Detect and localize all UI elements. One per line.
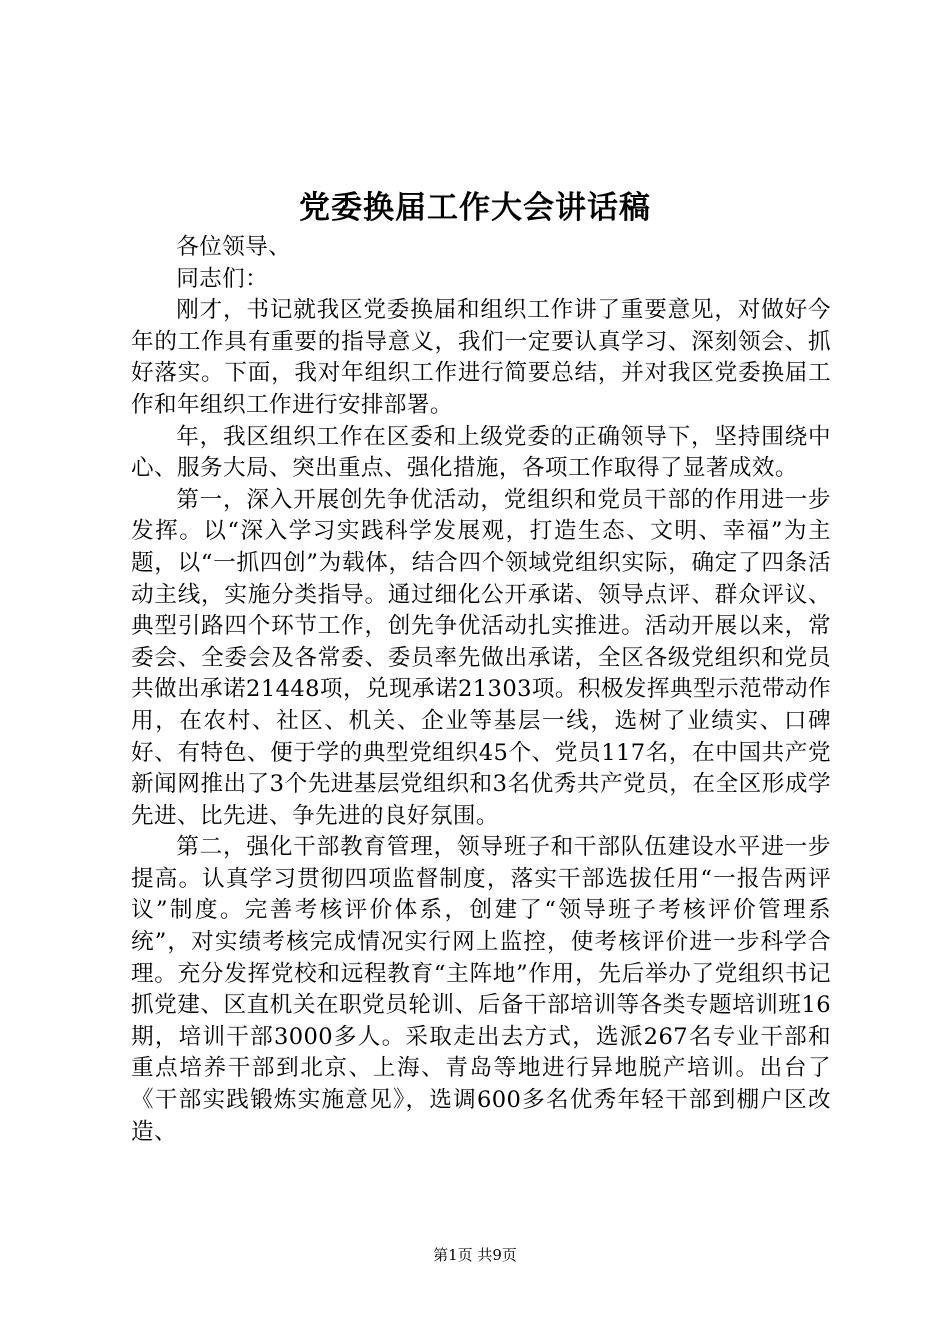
page-number: 第1页 共9页 xyxy=(433,1246,517,1264)
paragraph-intro: 刚才，书记就我区党委换届和组织工作讲了重要意见，对做好今年的工作具有重要的指导意义，我们一定要认真学习、深刻领会、抓好落实。下面，我对年组织工作进行简要总结，并对我区党委换届工作和年组织工作进行安排部署。 xyxy=(131,297,831,418)
paragraph-summary: 年，我区组织工作在区委和上级党委的正确领导下，坚持围绕中心、服务大局、突出重点、强化措施，各项工作取得了显著成效。 xyxy=(131,423,831,482)
document-title: 党委换届工作大会讲话稿 xyxy=(299,190,651,226)
salutation-line-2: 同志们： xyxy=(176,265,269,292)
document-body xyxy=(131,232,831,1148)
salutation-line-1: 各位领导、 xyxy=(176,234,292,260)
paragraph-first-point: 第一，深入开展创先争优活动，党组织和党员干部的作用进一步发挥。以“深入学习实践科学发展观，打造生态、文明、幸福”为主题，以“一抓四创”为载体，结合四个领域党组织实际，确定了四条活动主线，实施分类指导。通过细化公开承诺、领导点评、群众评议、典型引路四个环节工作，创先争优活动扎实推进。活动开展以来，常委会、全委会及各常委、委员率先做出承诺，全区各级党组织和党员共做出承诺21448项，兑现承诺21303项。积极发挥典型示范带动作用，在农村、社区、机关、企业等基层一线，选树了业绩实、口碑好、有特色、便于学的典型党组织45个、党员117名，在中国共产党新闻网推出了3个先进基层党组织和3名优秀共产党员，在全区形成学先进、比先进、争先进的良好氛围。 xyxy=(131,486,831,829)
paragraph-second-point: 第二，强化干部教育管理，领导班子和干部队伍建设水平进一步提高。认真学习贯彻四项监督制度，落实干部选拔任用“一报告两评议”制度。完善考核评价体系，创建了“领导班子考核评价管理系统”，对实绩考核完成情况实行网上监控，使考核评价进一步科学合理。充分发挥党校和远程教育“主阵地”作用，先后举办了党组织书记抓党建、区直机关在职党员轮训、后备干部培训等各类专题培训班16期，培训干部3000多人。采取走出去方式，选派267名专业干部和重点培养干部到北京、上海、青岛等地进行异地脱产培训。出台了《干部实践锻炼实施意见》，选调600多名优秀年轻干部到棚户区改造、 xyxy=(131,834,831,1145)
